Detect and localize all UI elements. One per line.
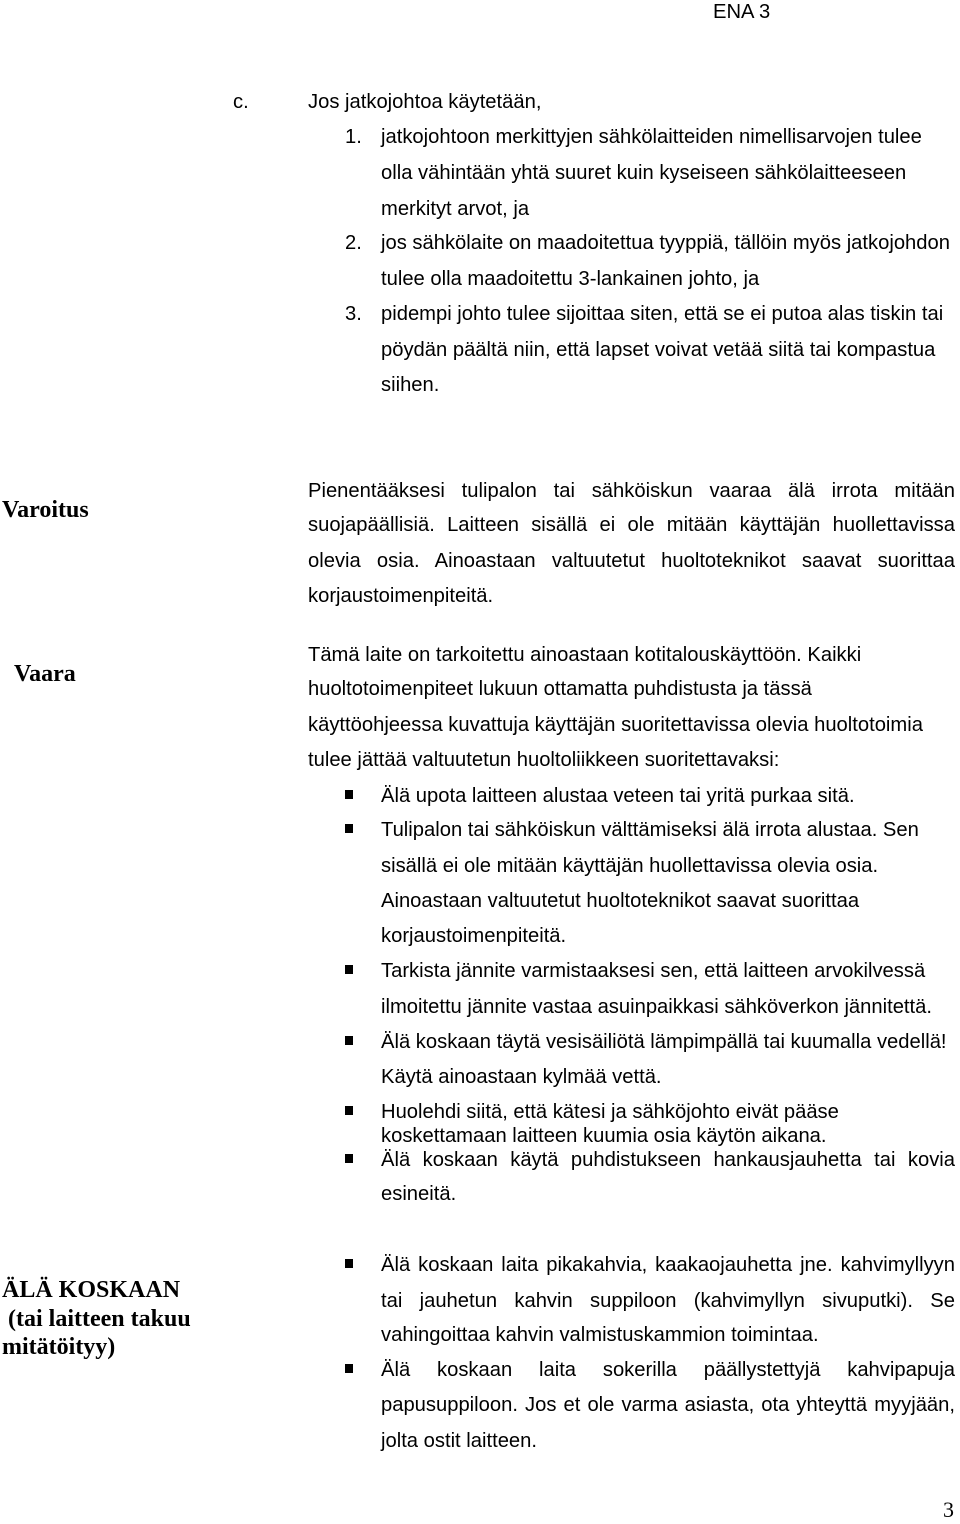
bullet-text-line: Älä koskaan täytä vesisäiliötä lämpimpällä tai kuumalla vedellä! — [381, 1031, 947, 1053]
square-bullet-icon — [345, 1259, 353, 1268]
bullet-text-line: Käytä ainoastaan kylmää vettä. — [381, 1066, 662, 1088]
section-intro: Jos jatkojohtoa käytetään, — [308, 91, 542, 113]
bullet-text-line: Tarkista jännite varmistaaksesi sen, että laitteen arvokilvessä — [381, 960, 926, 982]
list-item-line: pidempi johto tulee sijoittaa siten, että se ei putoa alas tiskin tai — [381, 303, 944, 325]
danger-label: Vaara — [14, 661, 76, 687]
list-item-line: siihen. — [381, 374, 440, 396]
danger-text-line: Tämä laite on tarkoitettu ainoastaan kotitalouskäyttöön. Kaikki — [308, 644, 862, 666]
square-bullet-icon — [345, 790, 353, 799]
list-item-line: tulee olla maadoitettu 3-lankainen johto, ja — [381, 268, 760, 290]
square-bullet-icon — [345, 1106, 353, 1115]
warning-text-line: olevia osia. Ainoastaan valtuutetut huoltoteknikot saavat suorittaa — [308, 550, 955, 572]
never-label-line: mitätöityy) — [2, 1334, 116, 1360]
warning-text-line: suojapäällisiä. Laitteen sisällä ei ole mitään käyttäjän huollettavissa — [308, 514, 955, 536]
never-label-line: (tai laitteen takuu — [8, 1306, 191, 1332]
section-marker: c. — [233, 91, 249, 113]
bullet-text-line: Älä koskaan laita pikakahvia, kaakaojauhetta jne. kahvimyllyyn — [381, 1254, 955, 1276]
square-bullet-icon — [345, 965, 353, 974]
bullet-text-line: tai jauhetun kahvin suppiloon (kahvimyllyn sivuputki). Se — [381, 1290, 955, 1312]
document-code: ENA 3 — [713, 1, 771, 23]
list-item-number: 1. — [345, 126, 362, 148]
bullet-text-line: esineitä. — [381, 1183, 457, 1205]
bullet-text-line: Älä koskaan käytä puhdistukseen hankausjauhetta tai kovia — [381, 1149, 955, 1171]
bullet-text-line: jolta ostit laitteen. — [381, 1430, 537, 1452]
bullet-text-line: sisällä ei ole mitään käyttäjän huollettavissa olevia osia. — [381, 855, 879, 877]
page-number: 3 — [943, 1497, 954, 1522]
list-item-line: jos sähkölaite on maadoitettua tyyppiä, tällöin myös jatkojohdon — [381, 232, 950, 254]
bullet-text-line: vahingoittaa kahvin valmistuskammion toimintaa. — [381, 1324, 819, 1346]
bullet-text-line: koskettamaan laitteen kuumia osia käytön aikana. — [381, 1125, 827, 1147]
bullet-text-line: papusuppiloon. Jos et ole varma asiasta, ota yhteyttä myyjään, — [381, 1394, 955, 1416]
list-item-line: merkityt arvot, ja — [381, 198, 530, 220]
danger-text-line: tulee jättää valtuutetun huoltoliikkeen suoritettavaksi: — [308, 749, 780, 771]
square-bullet-icon — [345, 1036, 353, 1045]
warning-text-line: Pienentääksesi tulipalon tai sähköiskun vaaraa älä irrota mitään — [308, 480, 955, 502]
square-bullet-icon — [345, 1364, 353, 1373]
list-item-line: pöydän päältä niin, että lapset voivat vetää siitä tai kompastua — [381, 339, 936, 361]
square-bullet-icon — [345, 1154, 353, 1163]
list-item-number: 3. — [345, 303, 362, 325]
bullet-text-line: Älä upota laitteen alustaa veteen tai yritä purkaa sitä. — [381, 785, 855, 807]
bullet-text-line: Älä koskaan laita sokerilla päällystettyjä kahvipapuja — [381, 1359, 955, 1381]
bullet-text-line: Ainoastaan valtuutetut huoltoteknikot saavat suorittaa — [381, 890, 860, 912]
bullet-text-line: ilmoitettu jännite vastaa asuinpaikkasi sähköverkon jännitettä. — [381, 996, 932, 1018]
square-bullet-icon — [345, 824, 353, 833]
list-item-number: 2. — [345, 232, 362, 254]
warning-text-line: korjaustoimenpiteitä. — [308, 585, 494, 607]
list-item-line: jatkojohtoon merkittyjen sähkölaitteiden nimellisarvojen tulee — [381, 126, 922, 148]
list-item-line: olla vähintään yhtä suuret kuin kyseiseen sähkölaitteeseen — [381, 162, 907, 184]
warning-label: Varoitus — [2, 497, 89, 523]
bullet-text-line: Tulipalon tai sähköiskun välttämiseksi älä irrota alustaa. Sen — [381, 819, 919, 841]
bullet-text-line: Huolehdi siitä, että kätesi ja sähköjohto eivät pääse — [381, 1101, 839, 1123]
danger-text-line: käyttöohjeessa kuvattuja käyttäjän suoritettavissa olevia huoltotoimia — [308, 714, 923, 736]
never-label-line: ÄLÄ KOSKAAN — [2, 1277, 181, 1303]
danger-text-line: huoltotoimenpiteet lukuun ottamatta puhdistusta ja tässä — [308, 678, 812, 700]
bullet-text-line: korjaustoimenpiteitä. — [381, 925, 567, 947]
